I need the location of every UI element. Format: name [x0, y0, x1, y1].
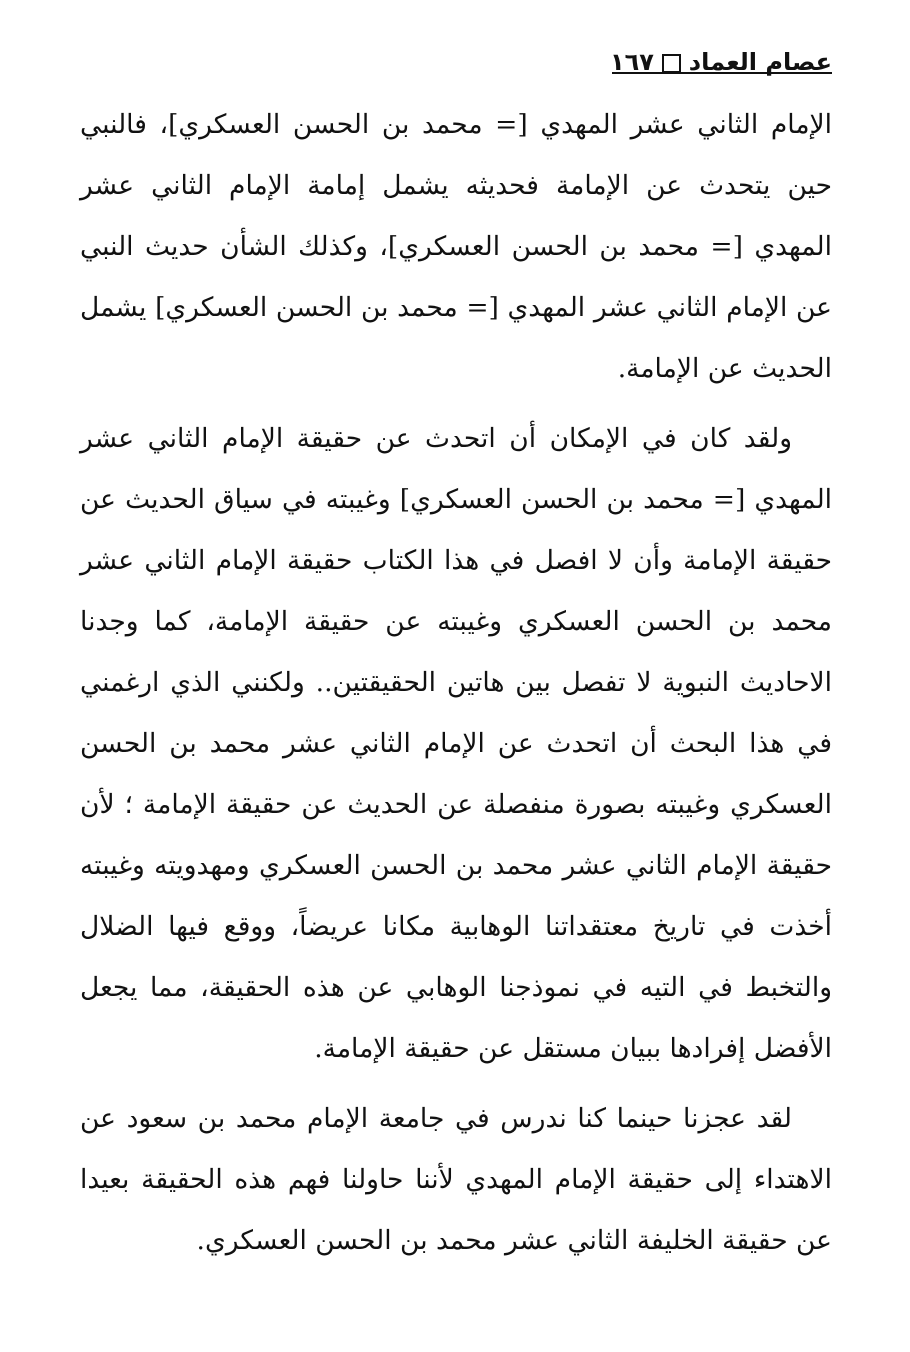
header-rule [612, 72, 832, 74]
paragraph-1: الإمام الثاني عشر المهدي [= محمد بن الحسن العسكري]، فالنبي حين يتحدث عن الإمامة فحديثه يشمل إمامة الإمام الثاني عشر المهدي [= محمد بن الحسن العسكري]، وكذلك الشأن حديث النبي عن الإمام الثاني عشر المهدي [= محمد بن الحسن العسكري] يشمل الحديث عن الإمامة. [80, 109, 832, 384]
paragraph-2: ولقد كان في الإمكان أن اتحدث عن حقيقة الإمام الثاني عشر المهدي [= محمد بن الحسن العسكري] وغيبته في سياق الحديث عن حقيقة الإمامة وأن لا افصل في هذا الكتاب حقيقة الإمام الثاني عشر محمد بن الحسن العسكري وغيبته عن حقيقة الإمامة، كما وجدنا الاحاديث النبوية لا تفصل بين هاتين الحقيقتين.. ولكنني الذي ارغمني في هذا البحث أن اتحدث عن الإمام الثاني عشر محمد بن الحسن العسكري وغيبته بصورة منفصلة عن الحديث عن حقيقة الإمامة ؛ لأن حقيقة الإمام الثاني عشر محمد بن الحسن العسكري ومهدويته وغيبته أخذت في تاريخ معتقداتنا الوهابية مكانا عريضاً، ووقع فيها الضلال والتخبط في التيه في نموذجنا الوهابي عن هذه الحقيقة، مما يجعل الأفضل إفرادها ببيان مستقل عن حقيقة الإمامة. [80, 423, 833, 1064]
page-number: ١٦٧ [610, 48, 654, 76]
square-ornament-icon [662, 54, 681, 73]
book-title: عصام العماد [688, 48, 832, 76]
paragraph-3: لقد عجزنا حينما كنا ندرس في جامعة الإمام محمد بن سعود عن الاهتداء إلى حقيقة الإمام المهدي لأننا حاولنا فهم هذه الحقيقة بعيدا عن حقيقة الخليفة الثاني عشر محمد بن الحسن العسكري. [80, 1103, 832, 1256]
running-header [610, 40, 832, 84]
body-text [80, 94, 832, 1271]
